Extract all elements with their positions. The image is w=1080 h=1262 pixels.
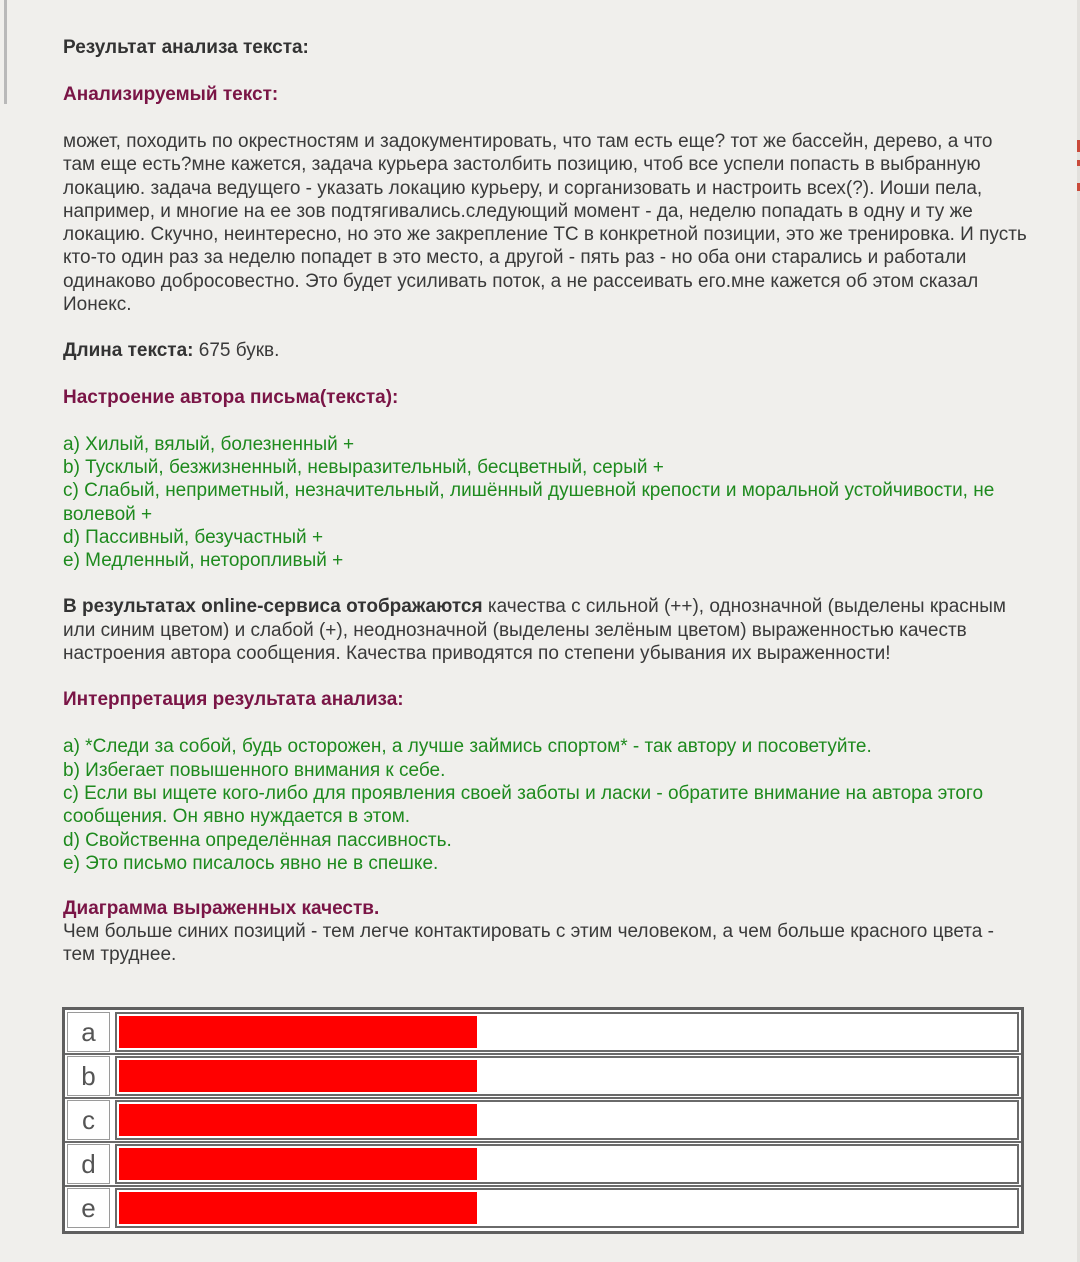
diagram-label-d: d [67, 1144, 110, 1184]
diagram-heading: Диаграмма выраженных качеств. [63, 898, 380, 920]
diagram-row-d [65, 1142, 1021, 1186]
text-length-label: Длина текста: [63, 340, 194, 362]
interpretation-item-c: c) Если вы ищете кого-либо для проявления своей заботы и ласки - обратите внимание на автора этого сообщения. Он явно нуждается в этом. [63, 782, 984, 828]
mood-list [63, 433, 1028, 573]
interpretation-item-e: e) Это письмо писалось явно не в спешке. [63, 852, 439, 874]
diagram-row-separator [65, 1053, 1021, 1055]
analyzed-text: может, походить по окрестностям и задокументировать, что там есть еще? тот же бассейн, дерево, а что там еще есть?мне кажется, задача курьера застолбить позицию, чтоб все успели попасть в выбранную локацию. задача ведущего - указать локацию курьеру, и сорганизовать и настроить всех(?). Иоши пела, например, и многие на ее зов подтягивались.следующий момент - да, неделю попадать в одну и ту же локацию. Скучно, неинтересно, но это же закрепление ТС в конкретной позиции, это же тренировка. И пусть кто-то один раз за неделю попадет в это место, а другой - пять раз - но оба они старались и работали одинаково добросовестно. Это будет усиливать поток, а не рассеивать его.мне кажется об этом сказал Ионекс. [63, 131, 1027, 316]
diagram-bar-a [119, 1016, 477, 1048]
diagram-note: Чем больше синих позиций - тем легче контактировать с этим человеком, а чем больше красного цвета - тем труднее. [63, 921, 994, 966]
interpretation-heading: Интерпретация результата анализа: [63, 689, 404, 711]
diagram-row-a [65, 1010, 1021, 1054]
result-heading: Результат анализа текста: [63, 37, 309, 58]
diagram-bar-b [119, 1060, 477, 1092]
interpretation-item-b: b) Избегает повышенного внимания к себе. [63, 759, 446, 781]
diagram-row-separator [65, 1141, 1021, 1143]
mood-heading: Настроение автора письма(текста): [63, 386, 399, 408]
diagram-track-a [115, 1012, 1019, 1052]
diagram-track-c [115, 1100, 1019, 1140]
diagram-row-e [65, 1186, 1021, 1230]
interpretation-list [63, 735, 1028, 875]
mood-item-e: e) Медленный, неторопливый + [63, 550, 344, 572]
service-note-text: качества с сильной (++), однозначной (выделены красным или синим цветом) и слабой (+), неоднозначной (выделены зелёным цветом) выраженностью качеств настроения автора сообщения. Качества приводятся по степени убывания их выраженности! [63, 596, 1006, 665]
text-length-value: 675 букв. [198, 340, 280, 362]
diagram-row-b [65, 1054, 1021, 1098]
analyzed-text-heading: Анализируемый текст: [63, 84, 279, 105]
diagram-label-a: a [67, 1012, 110, 1052]
analysis-result [63, 36, 1028, 967]
service-note-bold: В результатах online-сервиса отображаются [63, 596, 483, 618]
diagram-label-c: c [67, 1100, 110, 1140]
mood-item-c: c) Слабый, неприметный, незначительный, лишённый душевной крепости и моральной устойчивости, не волевой + [63, 480, 995, 525]
mood-item-d: d) Пассивный, безучастный + [63, 526, 324, 548]
diagram-row-c [65, 1098, 1021, 1142]
diagram-track-b [115, 1056, 1019, 1096]
diagram-bar-c [119, 1104, 477, 1136]
diagram-row-separator [65, 1097, 1021, 1099]
interpretation-item-a: a) *Следи за собой, будь осторожен, а лучше займись спортом* - так автору и посоветуйте. [63, 736, 872, 758]
left-border-line [4, 0, 7, 104]
diagram-bar-d [119, 1148, 477, 1180]
cut-off-next-line [63, 1252, 963, 1262]
mood-item-b: b) Тусклый, безжизненный, невыразительный, бесцветный, серый + [63, 456, 664, 478]
service-note [63, 595, 1028, 665]
diagram-bar-e [119, 1192, 477, 1224]
interpretation-item-d: d) Свойственна определённая пассивность. [63, 829, 452, 851]
diagram-track-e [115, 1188, 1019, 1228]
text-length [63, 339, 1028, 362]
diagram-row-separator [65, 1185, 1021, 1187]
diagram-label-e: e [67, 1188, 110, 1228]
mood-item-a: a) Хилый, вялый, болезненный + [63, 433, 355, 455]
diagram-track-d [115, 1144, 1019, 1184]
diagram-label-b: b [67, 1056, 110, 1096]
qualities-diagram [62, 1007, 1024, 1234]
